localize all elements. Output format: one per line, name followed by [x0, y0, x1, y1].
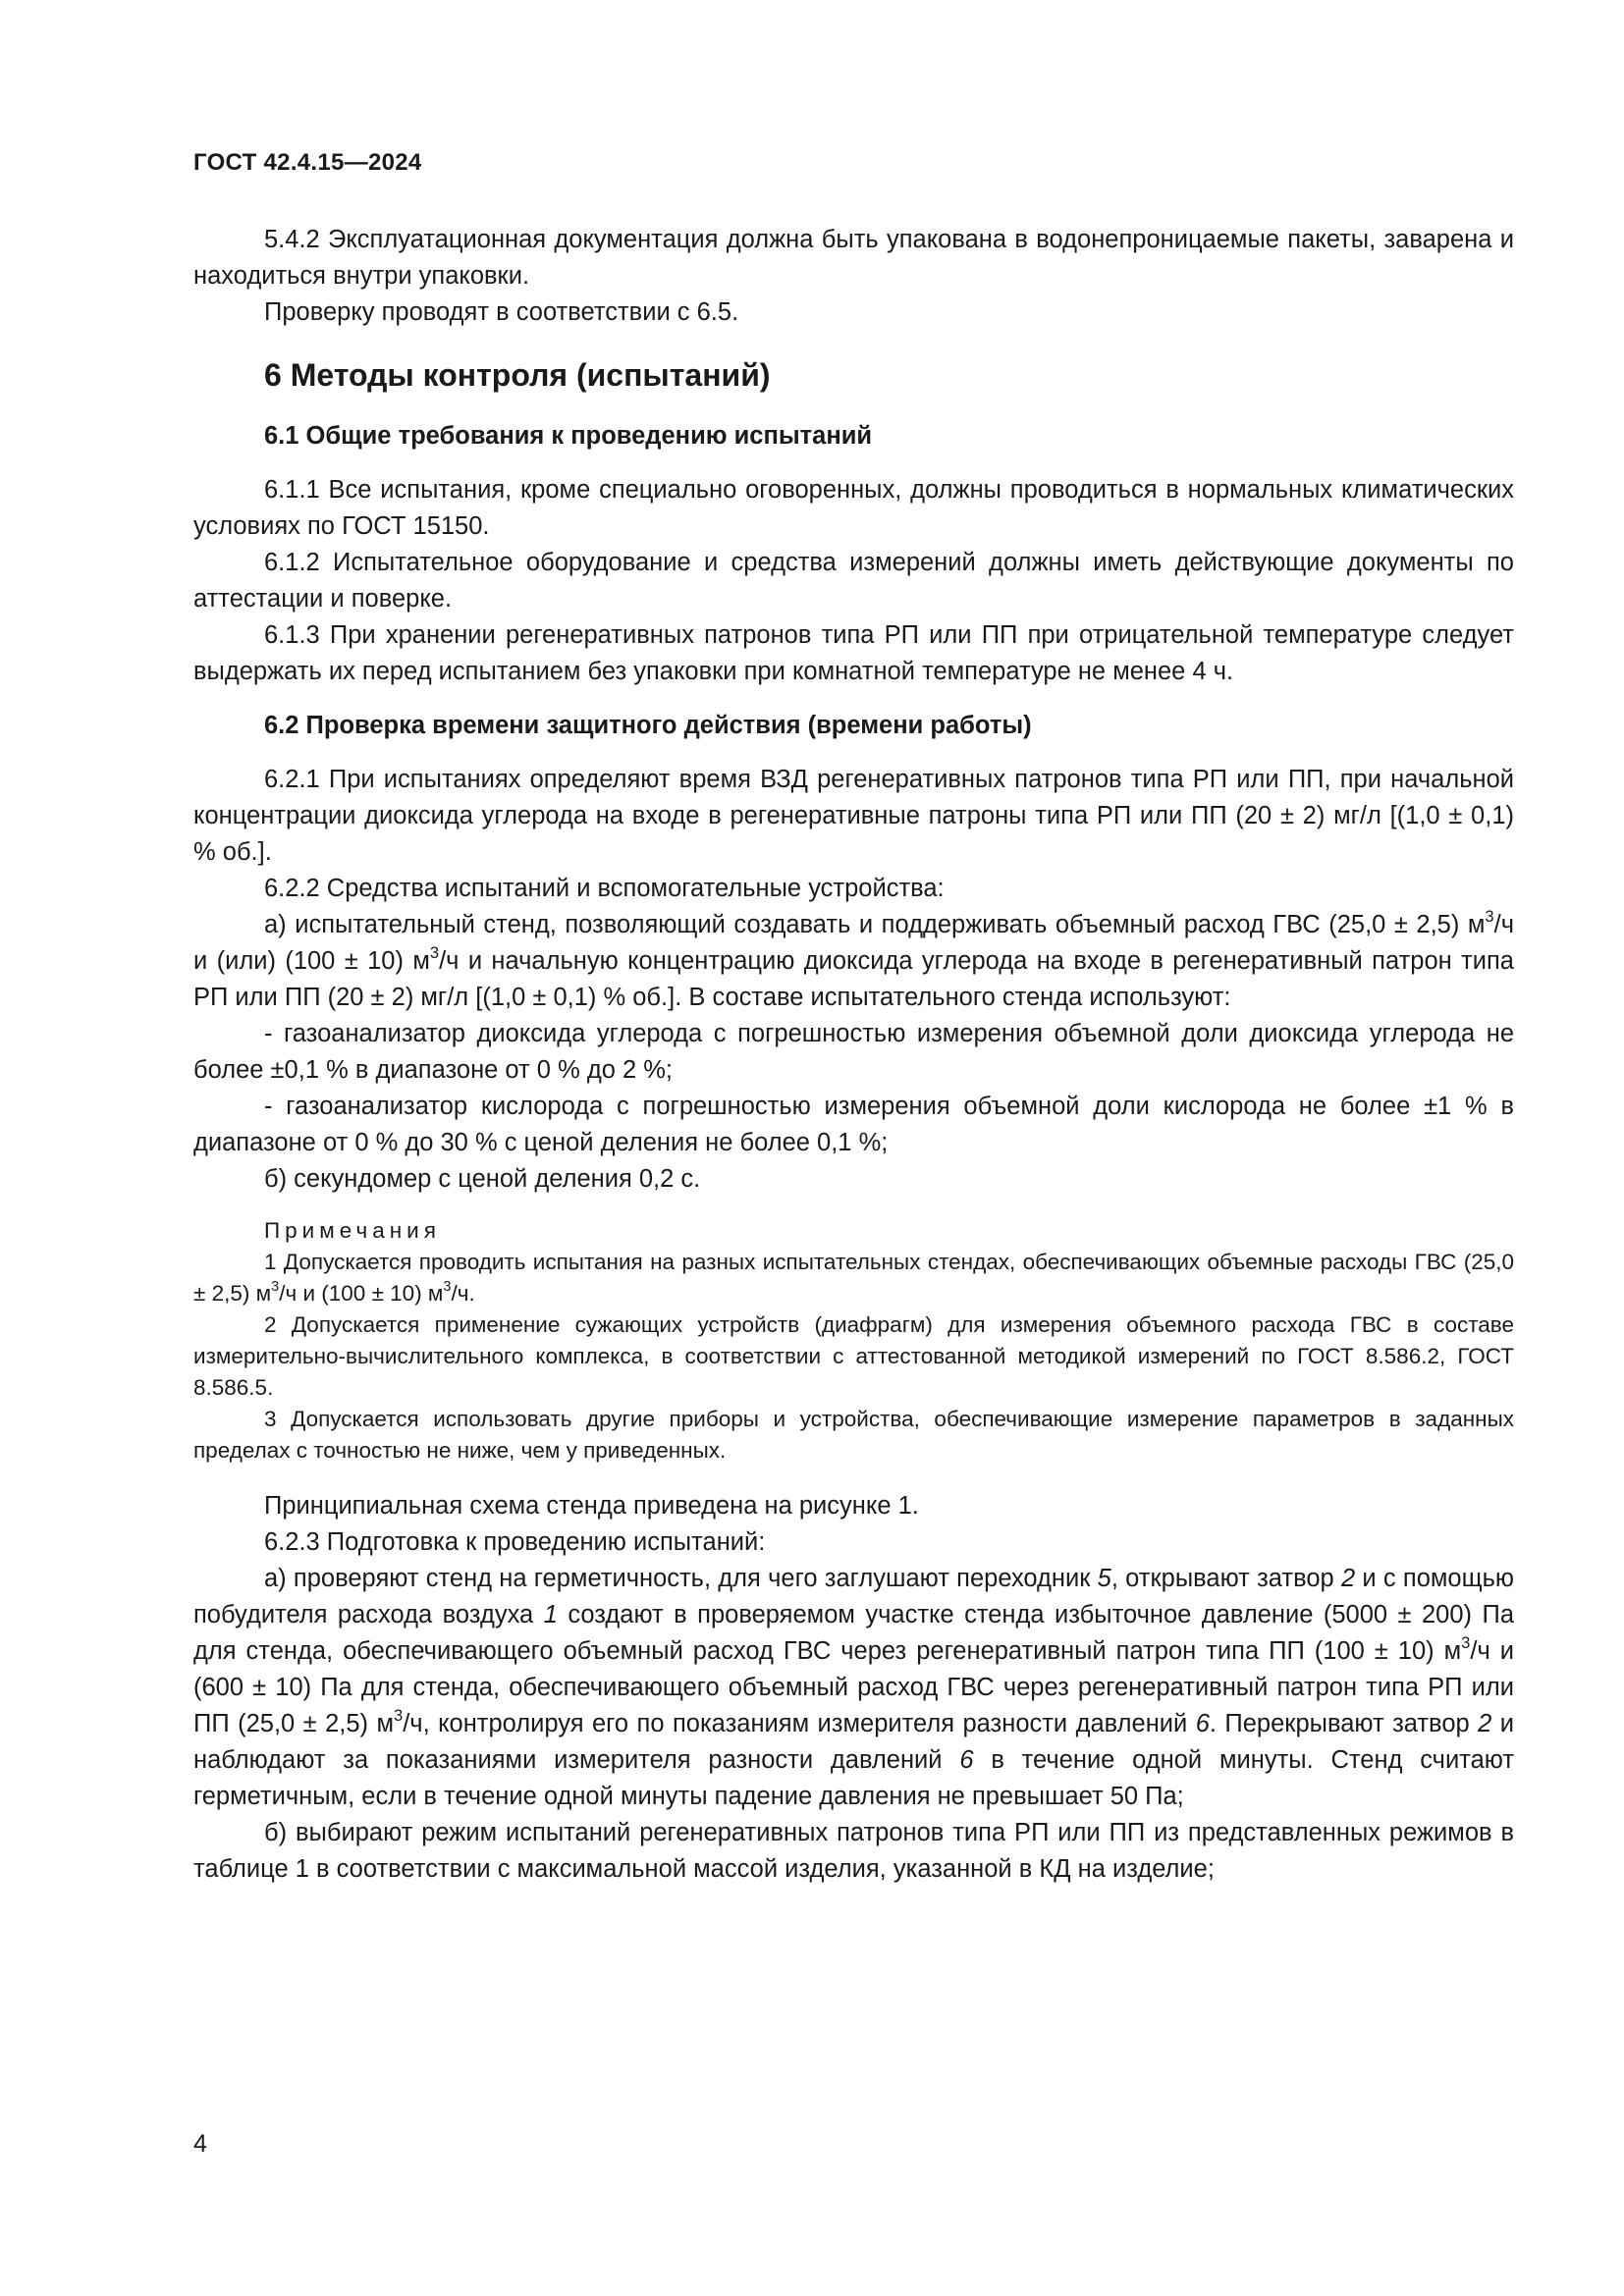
paragraph-6-2-1: 6.2.1 При испытаниях определяют время ВЗД регенеративных патронов типа РП или ПП, при начальной концентрации диоксида углерода на входе в регенеративные патроны типа РП или ПП (20 ± 2) мг/л [(1,0 ± 0,1) % об.].: [193, 766, 1514, 866]
paragraph-item-b-mode-select: б) выбирают режим испытаний регенеративных патронов типа РП или ПП из представленных режимов в таблице 1 в соответствии с максимальной массой изделия, указанной в КД на изделие;: [193, 1819, 1514, 1883]
page-number: 4: [193, 2130, 207, 2158]
paragraph-item-a-leak-test: а) проверяют стенд на герметичность, для чего заглушают переходник 5, открывают затвор 2 и с помощью побудителя расхода воздуха 1 создают в проверяемом участке стенда избыточное давление (5000 ± 200) Па для стенда, обеспечивающего объемный расход ГВС через регенеративный патрон типа ПП (100 ± 10) $м^3/ч$ и (600 ± 10) Па для стенда, обеспечивающего объемный расход ГВС через регенеративный патрон типа РП или ПП (25,0 ± 2,5) $м^3/ч$, контролируя его по показаниям измерителя разности давлений 6. Перекрывают затвор 2 и наблюдают за показаниями измерителя разности давлений 6 в течение одной минуты. Стенд считают герметичным, если в течение одной минуты падение давления не превышает 50 Па;: [193, 1565, 1515, 1810]
page-body: [193, 222, 1514, 1888]
subsection-6-2-title: 6.2 Проверка времени защитного действия (времени работы): [264, 712, 1032, 739]
paragraph-dash-co2-analyzer: - газоанализатор диоксида углерода с погрешностью измерения объемной доли диоксида углерода не более ±0,1 % в диапазоне от 0 % до 2 %;: [193, 1020, 1514, 1084]
note-3: 3 Допускается использовать другие приборы и устройства, обеспечивающие измерение параметров в заданных пределах с точностью не ниже, чем у приведенных.: [193, 1407, 1514, 1463]
paragraph-5-4-2: 5.4.2 Эксплуатационная документация должна быть упакована в водонепроницаемые пакеты, заварена и находиться внутри упаковки.: [193, 226, 1514, 290]
paragraph-dash-o2-analyzer: - газоанализатор кислорода с погрешностью измерения объемной доли кислорода не более ±1 % в диапазоне от 0 % до 30 % с ценой деления не более 0,1 %;: [193, 1093, 1514, 1156]
paragraph-6-2-2: 6.2.2 Средства испытаний и вспомогательные устройства:: [264, 875, 945, 902]
paragraph-6-1-3: 6.1.3 При хранении регенеративных патронов типа РП или ПП при отрицательной температуре следует выдержать их перед испытанием без упаковки при комнатной температуре не менее 4 ч.: [193, 621, 1514, 685]
subsection-6-1-title: 6.1 Общие требования к проведению испытаний: [264, 422, 873, 450]
note-1: 1 Допускается проводить испытания на разных испытательных стендах, обеспечивающих объемные расходы ГВС (25,0 ± 2,5) $м^3/ч$ и (100 ± 10) $м^3/ч$.: [193, 1250, 1514, 1306]
paragraph-6-1-1: 6.1.1 Все испытания, кроме специально оговоренных, должны проводиться в нормальных климатических условиях по ГОСТ 15150.: [193, 476, 1514, 540]
paragraph-5-4-2-check: Проверку проводят в соответствии с 6.5.: [264, 298, 739, 326]
paragraph-6-2-3: 6.2.3 Подготовка к проведению испытаний:: [264, 1528, 766, 1556]
notes-title: Примечания: [264, 1218, 441, 1243]
document-code-header: ГОСТ 42.4.15—2024: [193, 149, 422, 176]
paragraph-scheme-reference: Принципиальная схема стенда приведена на рисунке 1.: [264, 1492, 919, 1520]
paragraph-item-a-stand: а) испытательный стенд, позволяющий создавать и поддерживать объемный расход ГВС (25,0 ± 2,5) $м^3/ч$ и (или) (100 ± 10) $м^3/ч$ и начальную концентрацию диоксида углерода на входе в регенеративный патрон типа РП или ПП (20 ± 2) мг/л [(1,0 ± 0,1) % об.]. В составе испытательного стенда используют:: [193, 906, 1514, 1011]
paragraph-item-b-stopwatch: б) секундомер с ценой деления 0,2 с.: [264, 1165, 701, 1193]
notes-block: [193, 1215, 1514, 1467]
paragraph-6-1-2: 6.1.2 Испытательное оборудование и средства измерений должны иметь действующие документы по аттестации и поверке.: [193, 549, 1514, 613]
section-6-title: 6 Методы контроля (испытаний): [264, 357, 771, 393]
note-2: 2 Допускается применение сужающих устройств (диафрагм) для измерения объемного расхода ГВС в составе измерительно-вычислительного комплекса, в соответствии с аттестованной методикой измерений по ГОСТ 8.586.2, ГОСТ 8.586.5.: [193, 1312, 1514, 1400]
